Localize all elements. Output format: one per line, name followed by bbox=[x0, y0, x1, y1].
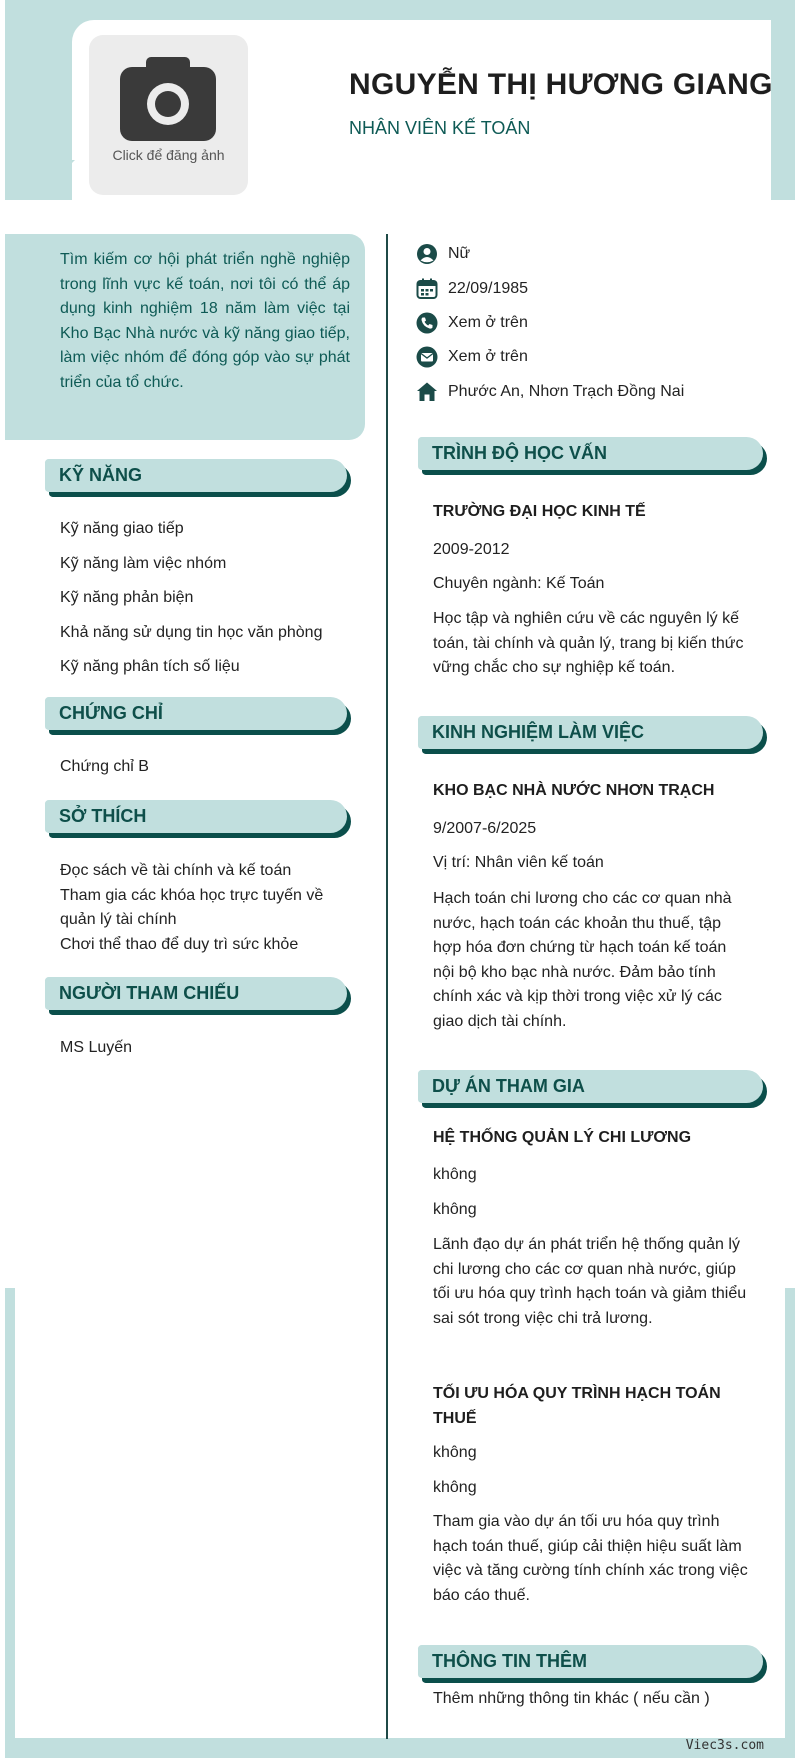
references-heading: NGƯỜI THAM CHIẾU bbox=[45, 977, 347, 1010]
hobbies-heading: SỞ THÍCH bbox=[45, 800, 347, 833]
project-description: Tham gia vào dự án tối ưu hóa quy trình hạch toán thuế, giúp cải thiện hiệu suất làm việc và tăng cường tính chính xác trong việc báo cáo thuế. bbox=[433, 1513, 748, 1604]
extra-info-text: Thêm những thông tin khác ( nếu cần ) bbox=[433, 1690, 710, 1707]
project-line: không bbox=[433, 1479, 477, 1496]
home-icon bbox=[416, 381, 438, 403]
birthday-value: 22/09/1985 bbox=[448, 280, 529, 297]
camera-icon bbox=[120, 57, 216, 141]
company-name: KHO BẠC NHÀ NƯỚC NHƠN TRẠCH bbox=[433, 782, 715, 799]
phone-icon bbox=[416, 312, 438, 334]
extra-info-heading: THÔNG TIN THÊM bbox=[418, 1645, 763, 1678]
skill-item: Kỹ năng làm việc nhóm bbox=[60, 555, 227, 572]
email-icon bbox=[416, 346, 438, 368]
education-major: Chuyên ngành: Kế Toán bbox=[433, 575, 605, 592]
hobbies-text: Đọc sách về tài chính và kế toán Tham gia các khóa học trực tuyến về quản lý tài chính Chơi thể thao để duy trì sức khỏe bbox=[60, 862, 324, 953]
experience-heading: KINH NGHIỆM LÀM VIỆC bbox=[418, 716, 763, 749]
project-description: Lãnh đạo dự án phát triển hệ thống quản lý chi lương cho các cơ quan nhà nước, giúp tối ưu hóa quy trình hạch toán và giảm thiểu sai sót trong việc chi trả lương. bbox=[433, 1236, 747, 1327]
candidate-name: NGUYỄN THỊ HƯƠNG GIANG bbox=[349, 68, 773, 101]
project-line: không bbox=[433, 1444, 477, 1461]
skill-item: Kỹ năng phản biện bbox=[60, 589, 194, 606]
experience-period: 9/2007-6/2025 bbox=[433, 820, 537, 837]
certificate-item: Chứng chỉ B bbox=[60, 758, 149, 775]
photo-caption: Click để đăng ảnh bbox=[112, 147, 225, 163]
skills-heading: KỸ NĂNG bbox=[45, 459, 347, 492]
education-heading: TRÌNH ĐỘ HỌC VẤN bbox=[418, 437, 763, 470]
avatar-upload[interactable] bbox=[89, 35, 248, 195]
email-value: Xem ở trên bbox=[448, 348, 528, 365]
gender-value: Nữ bbox=[448, 245, 471, 262]
career-objective-box bbox=[5, 234, 365, 440]
header-corner-shape bbox=[5, 160, 75, 202]
skill-item: Khả năng sử dụng tin học văn phòng bbox=[60, 624, 323, 641]
projects-heading: DỰ ÁN THAM GIA bbox=[418, 1070, 763, 1103]
header-right-strip bbox=[771, 0, 795, 200]
footer-band bbox=[5, 1738, 795, 1758]
experience-description: Hạch toán chi lương cho các cơ quan nhà nước, hạch toán các khoản thu thuế, tập hợp hóa đơn chứng từ hạch toán kế toán nội bộ kho bạc nhà nước. Đảm bảo tính chính xác và kịp thời trong việc xử lý các giao dịch tài chính. bbox=[433, 890, 732, 1030]
career-objective: Tìm kiếm cơ hội phát triển nghề nghiệp trong lĩnh vực kế toán, nơi tôi có thể áp dụng kinh nghiệm 18 năm làm việc tại Kho Bạc Nhà nước và kỹ năng giao tiếp, làm việc nhóm để đóng góp vào sự phát triển của tổ chức. bbox=[60, 251, 350, 391]
address-value: Phước An, Nhơn Trạch Đồng Nai bbox=[448, 383, 685, 400]
education-period: 2009-2012 bbox=[433, 541, 510, 558]
calendar-icon bbox=[416, 278, 438, 300]
project-title: HỆ THỐNG QUẢN LÝ CHI LƯƠNG bbox=[433, 1129, 692, 1146]
project-title: TỐI ƯU HÓA QUY TRÌNH HẠCH TOÁN THUẾ bbox=[433, 1385, 721, 1427]
job-title: NHÂN VIÊN KẾ TOÁN bbox=[349, 118, 531, 138]
watermark: Viec3s.com bbox=[685, 1738, 764, 1753]
column-divider bbox=[386, 234, 388, 1739]
bottom-right-strip bbox=[785, 1288, 795, 1758]
experience-position: Vị trí: Nhân viên kế toán bbox=[433, 854, 604, 871]
education-description: Học tập và nghiên cứu về các nguyên lý kế toán, tài chính và quản lý, trang bị kiến thức vững chắc cho sự nghiệp kế toán. bbox=[433, 610, 744, 676]
certificates-heading: CHỨNG CHỈ bbox=[45, 697, 347, 730]
bottom-left-strip bbox=[5, 1288, 15, 1758]
user-icon bbox=[416, 243, 438, 265]
phone-value: Xem ở trên bbox=[448, 314, 528, 331]
reference-item: MS Luyến bbox=[60, 1039, 133, 1056]
skill-item: Kỹ năng giao tiếp bbox=[60, 520, 184, 537]
project-line: không bbox=[433, 1166, 477, 1183]
school-name: TRƯỜNG ĐẠI HỌC KINH TẾ bbox=[433, 503, 646, 520]
skill-item: Kỹ năng phân tích số liệu bbox=[60, 658, 240, 675]
project-line: không bbox=[433, 1201, 477, 1218]
